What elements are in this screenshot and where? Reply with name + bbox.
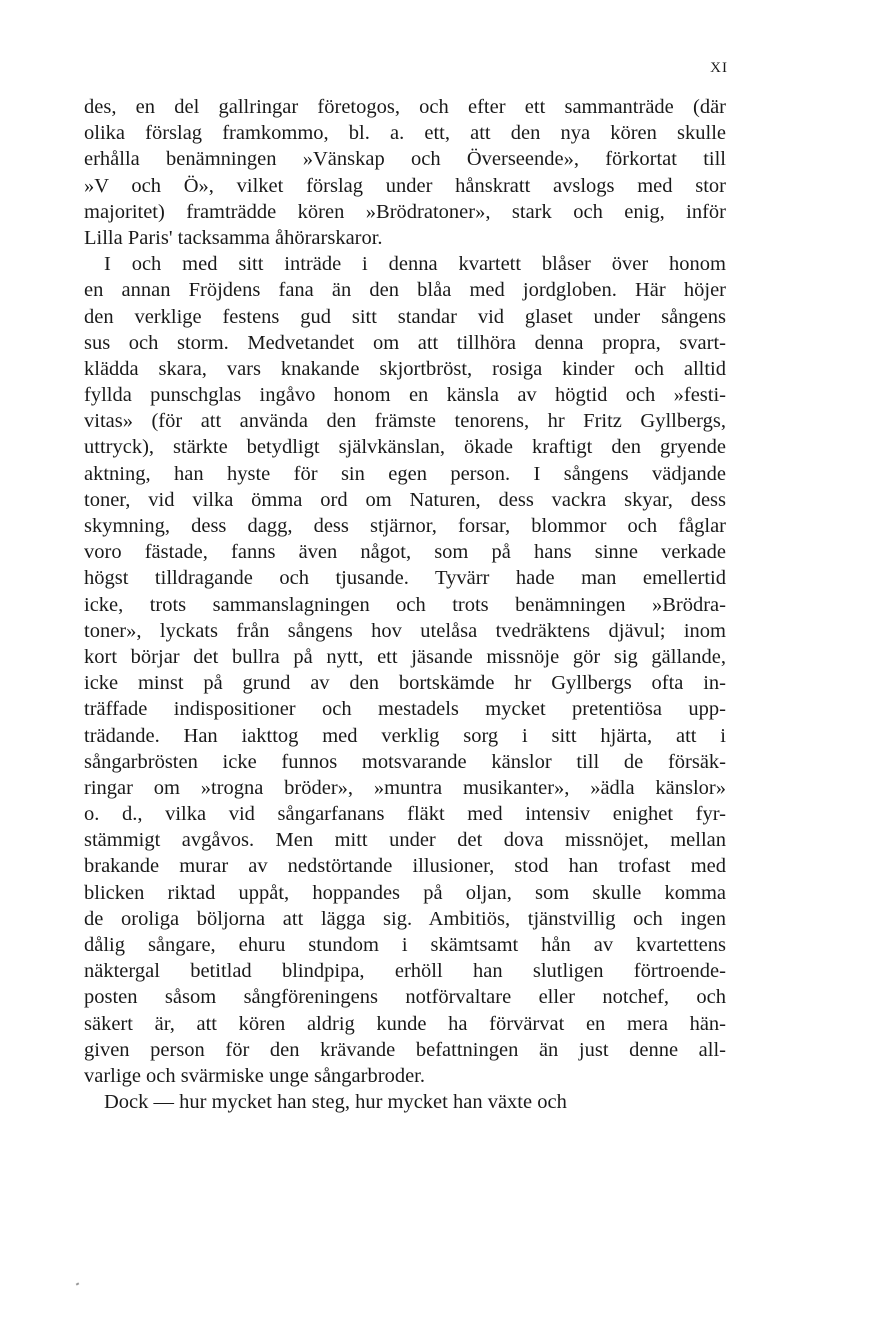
text-line: de oroliga böljorna att lägga sig. Ambitiös, tjänstvillig och ingen [84,907,726,930]
text-line: des, en del gallringar företogos, och efter ett sammanträde (där [84,96,726,118]
text-line: olika förslag framkommo, bl. a. ett, att den nya kören skulle [84,122,726,145]
text-line: den verklige festens gud sitt standar vid glaset under sångens [84,305,726,328]
text-line: sus och storm. Medvetandet om att tillhöra denna propra, svart- [84,331,726,354]
text-line: träffade indispositioner och mestadels mycket pretentiösa upp- [84,698,726,721]
text-line: fyllda punschglas ingåvo honom en känsla av högtid och »festi- [84,384,726,407]
text-line: o. d., vilka vid sångarfanans fläkt med intensiv enighet fyr- [84,803,726,826]
text-line: Dock — hur mycket han steg, hur mycket han växte och [104,1091,567,1114]
text-line: kort börjar det bullra på nytt, ett jäsande missnöje gör sig gällande, [84,645,726,668]
text-line: en annan Fröjdens fana än den blåa med jordgloben. Här höjer [84,279,726,302]
text-line: Lilla Paris' tacksamma åhörarskaror. [84,226,383,249]
text-line: ringar om »trogna bröder», »muntra musikanter», »ädla känslor» [84,776,726,799]
text-line: säkert är, att kören aldrig kunde ha förvärvat en mera hän- [84,1012,726,1035]
text-line: I och med sitt inträde i denna kvartett blåser över honom [104,253,726,276]
text-line: given person för den krävande befattningen än just denne all- [84,1038,726,1061]
text-line: blicken riktad uppåt, hoppandes på oljan, som skulle komma [84,881,726,904]
text-line: uttryck), stärkte betydligt självkänslan, ökade kraftigt den gryende [84,436,726,459]
text-line: vitas» (för att använda den främste tenorens, hr Fritz Gyllbergs, [84,410,726,433]
stray-ink-mark [76,1282,80,1285]
page-number: XI [710,60,728,76]
text-line: icke, trots sammanslagningen och trots benämningen »Brödra- [84,593,726,616]
text-line: majoritet) framträdde kören »Brödratoner», stark och enig, inför [84,200,726,223]
text-line: högst tilldragande och tjusande. Tyvärr hade man emellertid [84,567,726,590]
text-line: posten såsom sångföreningens notförvaltare eller notchef, och [84,986,726,1009]
text-line: skymning, dess dagg, dess stjärnor, forsar, blommor och fåglar [84,515,726,537]
body-text [84,94,726,1115]
text-line: »V och Ö», vilket förslag under hånskratt avslogs med stor [84,174,726,197]
text-line: voro fästade, fanns även något, som på hans sinne verkade [84,541,726,564]
text-line: näktergal betitlad blindpipa, erhöll han slutligen förtroende- [84,960,726,983]
text-line: icke minst på grund av den bortskämde hr Gyllbergs ofta in- [84,672,726,695]
text-line: klädda skara, vars knakande skjortbröst, rosiga kinder och alltid [84,357,726,380]
text-line: toner», lyckats från sångens hov utelåsa tvedräktens djävul; inom [84,619,726,642]
text-line: aktning, han hyste för sin egen person. I sångens vädjande [84,462,726,485]
text-line: erhålla benämningen »Vänskap och Överseende», förkortat till [84,148,726,171]
text-line: dålig sångare, ehuru stundom i skämtsamt hån av kvartettens [84,934,726,956]
text-line: varlige och svärmiske unge sångarbroder. [84,1064,425,1087]
text-line: trädande. Han iakttog med verklig sorg i sitt hjärta, att i [84,724,726,747]
paragraph [84,94,726,251]
text-line: sångarbrösten icke funnos motsvarande känslor till de försäk- [84,750,726,773]
text-line: brakande murar av nedstörtande illusioner, stod han trofast med [84,855,726,878]
text-line: stämmigt avgåvos. Men mitt under det dova missnöjet, mellan [84,829,726,852]
paragraph [84,251,726,1089]
text-line: toner, vid vilka ömma ord om Naturen, dess vackra skyar, dess [84,488,726,511]
paragraph [84,1089,726,1115]
